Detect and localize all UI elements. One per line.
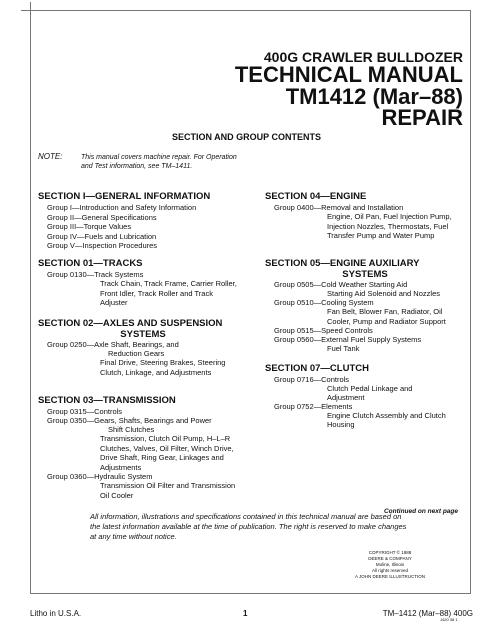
copyright-line: Moline, Illinois xyxy=(375,562,405,567)
list-item: Group 0360—Hydraulic System xyxy=(47,472,153,481)
list-item: Group V—Inspection Procedures xyxy=(47,241,158,250)
page-number: 1 xyxy=(243,609,248,618)
group-detail: Transmission Oil Filter and Transmission Oil Cooler xyxy=(100,481,236,500)
group-list xyxy=(47,203,196,251)
copyright-line: DEERE & COMPANY xyxy=(368,556,412,561)
list-item: Clutch Pedal Linkage and xyxy=(327,384,413,393)
note-text: This manual covers machine repair. For Operation and Test information, see TM–1411. xyxy=(81,154,237,170)
contents-heading: SECTION AND GROUP CONTENTS xyxy=(171,132,321,142)
list-item: Fuel Tank xyxy=(327,344,360,353)
list-item: Group 0752—Elements xyxy=(274,402,353,411)
list-item: Group 0250—Axle Shaft, Bearings, and xyxy=(47,340,179,349)
continued-note: Continued on next page xyxy=(383,508,458,515)
group-detail: Final Drive, Steering Brakes, Steering Clutch, Linkage, and Adjustments xyxy=(100,358,226,377)
list-item: Group I—Introduction and Safety Information xyxy=(47,203,197,212)
list-item: Group 0505—Cold Weather Starting Aid xyxy=(274,280,408,289)
list-item: Engine Clutch Assembly and Clutch xyxy=(327,411,446,420)
section-heading: SECTION 01—TRACKS xyxy=(38,258,143,269)
copyright-block xyxy=(340,550,440,580)
list-item: Group 0515—Speed Controls xyxy=(274,326,373,335)
list-item: Adjustment xyxy=(327,393,365,402)
list-item: Reduction Gears xyxy=(108,349,165,358)
section-heading: SECTION I—GENERAL INFORMATION xyxy=(38,191,211,202)
list-item: Group 0400—Removal and Installation xyxy=(274,203,404,212)
group-detail: Fan Belt, Blower Fan, Radiator, Oil Cooler, Pump and Radiator Support xyxy=(327,307,446,326)
list-item: Housing xyxy=(327,420,355,429)
note-label: NOTE: xyxy=(38,152,63,161)
doc-number: TM1412 (Mar–88) xyxy=(285,84,463,109)
crop-mark xyxy=(30,2,31,11)
list-item: Group 0315—Controls xyxy=(47,407,123,416)
doc-title: TECHNICAL MANUAL xyxy=(234,62,463,87)
group-detail: Track Chain, Track Frame, Carrier Roller, Front Idler, Track Roller and Track Adjuster xyxy=(100,279,237,307)
section-heading: SECTION 07—CLUTCH xyxy=(265,363,369,374)
section-heading: SECTION 04—ENGINE xyxy=(265,191,367,202)
footer-doc-id: TM–1412 (Mar–88) 400G xyxy=(382,609,473,618)
copyright-line: A JOHN DEERE ILLUSTRUCTION xyxy=(354,574,425,579)
group-detail: Engine, Oil Pan, Fuel Injection Pump, Injection Nozzles, Thermostats, Fuel Transfer Pump and Water Pump xyxy=(327,212,452,240)
section-heading: SECTION 05—ENGINE AUXILIARY xyxy=(265,258,420,269)
footer-code: J420 38 1 xyxy=(440,617,458,622)
list-item: Starting Aid Solenoid and Nozzles xyxy=(327,289,440,298)
group-detail: Transmission, Clutch Oil Pump, H–L–R Clutches, Valves, Oil Filter, Winch Drive, Drive Shaft, Ring Gear, Linkages and Adjustments xyxy=(100,434,234,472)
copyright-line: COPYRIGHT © 1988 xyxy=(368,550,412,555)
list-item: Group III—Torque Values xyxy=(47,222,132,231)
list-item: Shift Clutches xyxy=(108,425,155,434)
doc-subject: 400G CRAWLER BULLDOZER xyxy=(263,49,463,65)
doc-type: REPAIR xyxy=(381,105,463,130)
list-item: Group 0560—External Fuel Supply Systems xyxy=(274,335,422,344)
disclaimer: All information, illustrations and specifications contained in this technical manual are based on the latest information available at the time of publication. The right is reserved to make changes at any time without notice. xyxy=(90,512,407,541)
list-item: Group 0510—Cooling System xyxy=(274,298,374,307)
copyright-line: All rights reserved xyxy=(371,568,408,573)
list-item: Group 0350—Gears, Shafts, Bearings and Power xyxy=(47,416,212,425)
list-item: Group 0716—Controls xyxy=(274,375,350,384)
section-heading: SYSTEMS xyxy=(120,329,166,340)
list-item: Group IV—Fuels and Lubrication xyxy=(47,231,157,241)
footer-litho: Litho in U.S.A. xyxy=(30,609,82,618)
section-heading: SYSTEMS xyxy=(342,269,388,280)
section-heading: SECTION 02—AXLES AND SUSPENSION xyxy=(38,318,223,329)
section-heading: SECTION 03—TRANSMISSION xyxy=(38,395,176,406)
list-item: Group 0130—Track Systems xyxy=(47,270,144,279)
list-item: Group II—General Specifications xyxy=(47,212,157,222)
